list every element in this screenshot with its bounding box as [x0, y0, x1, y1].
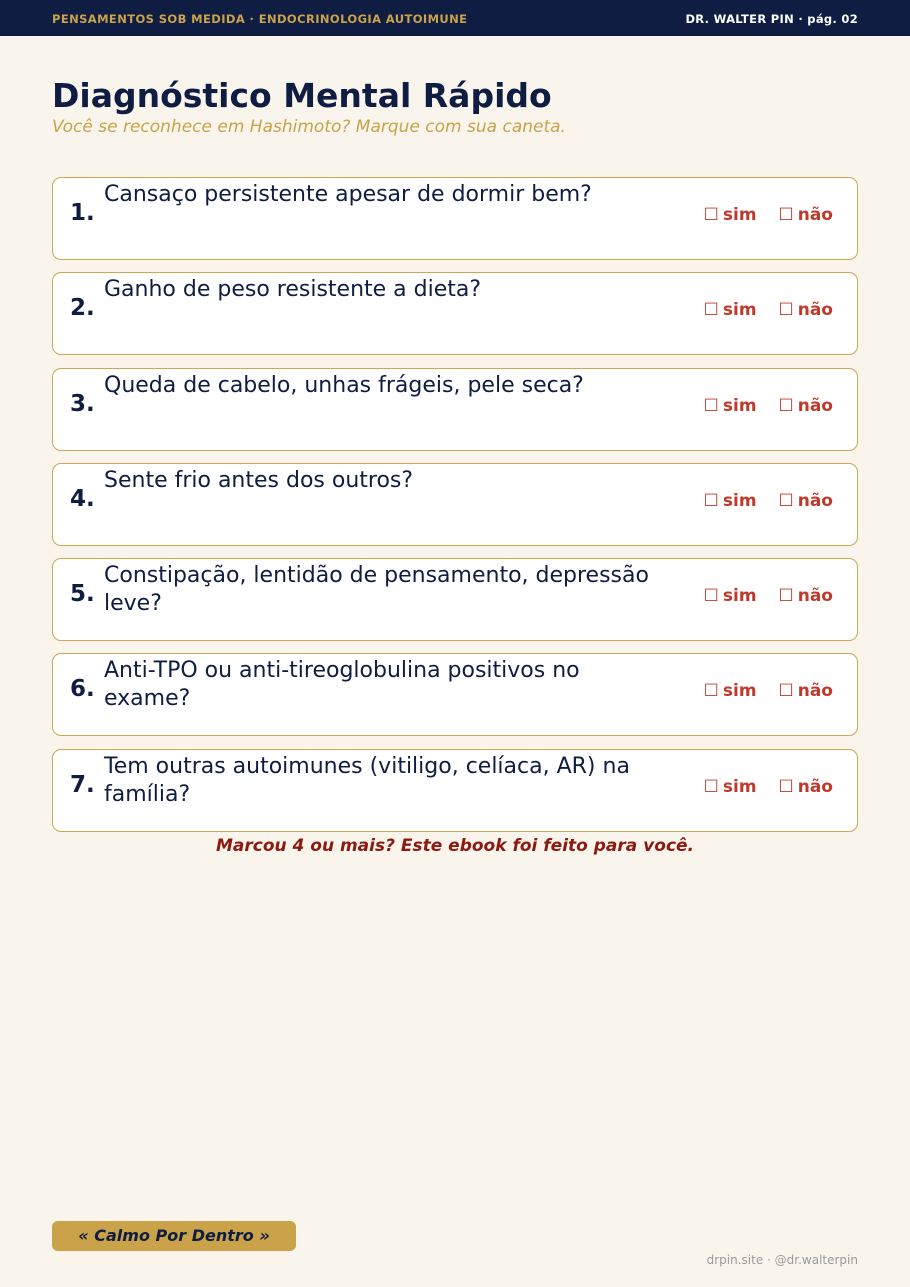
question-number: 6.	[70, 676, 95, 703]
question-card	[52, 558, 858, 641]
yes-checkbox[interactable]	[704, 491, 757, 511]
question-number: 4.	[70, 485, 95, 512]
question-number: 5.	[70, 581, 95, 608]
yes-checkbox[interactable]	[704, 300, 757, 320]
answer-options	[688, 586, 833, 606]
yes-checkbox[interactable]	[704, 586, 757, 606]
yes-label: sim	[722, 586, 757, 607]
no-label: não	[797, 490, 833, 511]
question-card	[52, 653, 858, 736]
question-card	[52, 368, 858, 451]
answer-options	[688, 396, 833, 416]
checkbox-icon: ☐	[703, 776, 719, 797]
question-number: 3.	[70, 390, 95, 417]
answer-options	[688, 491, 833, 511]
question-card	[52, 272, 858, 355]
question-list	[52, 177, 858, 844]
no-label: não	[797, 205, 833, 225]
checkbox-icon: ☐	[778, 681, 794, 702]
yes-checkbox[interactable]	[704, 396, 757, 416]
checkbox-icon: ☐	[703, 586, 719, 607]
checkbox-icon: ☐	[778, 300, 794, 321]
no-checkbox[interactable]	[778, 491, 833, 511]
checkbox-icon: ☐	[778, 395, 794, 416]
page-subtitle: Você se reconhece em Hashimoto? Marque com sua caneta.	[52, 117, 566, 137]
checkbox-icon: ☐	[703, 681, 719, 702]
footer-links: drpin.site · @dr.walterpin	[706, 1253, 858, 1267]
answer-options	[688, 681, 833, 701]
answer-options	[688, 777, 833, 797]
question-text: Constipação, lentidão de pensamento, depressão leve?	[104, 563, 649, 617]
no-label: não	[797, 776, 833, 797]
page-title: Diagnóstico Mental Rápido	[52, 76, 552, 115]
question-text: Sente frio antes dos outros?	[104, 467, 414, 493]
yes-label: sim	[722, 490, 757, 511]
answer-options	[688, 205, 833, 225]
result-callout: Marcou 4 ou mais? Este ebook foi feito para você.	[215, 836, 695, 856]
no-checkbox[interactable]	[778, 586, 833, 606]
no-label: não	[797, 586, 833, 607]
question-text: Ganho de peso resistente a dieta?	[104, 277, 482, 303]
question-text: Tem outras autoimunes (vitiligo, celíaca, AR) na família?	[104, 753, 630, 807]
yes-checkbox[interactable]	[704, 681, 757, 701]
no-label: não	[797, 300, 833, 321]
yes-label: sim	[722, 300, 757, 321]
checkbox-icon: ☐	[703, 395, 719, 416]
no-label: não	[797, 681, 833, 702]
yes-label: sim	[722, 395, 757, 416]
yes-checkbox[interactable]	[704, 777, 757, 797]
question-number: 7.	[70, 771, 95, 798]
question-text: Cansaço persistente apesar de dormir bem?	[104, 182, 592, 207]
checkbox-icon: ☐	[778, 586, 794, 607]
question-card	[52, 177, 858, 260]
no-checkbox[interactable]	[778, 777, 833, 797]
question-text: Anti-TPO ou anti-tireoglobulina positivos no exame?	[104, 658, 580, 712]
yes-label: sim	[722, 205, 757, 225]
header-author-page: DR. WALTER PIN · pág. 02	[685, 12, 858, 26]
question-number: 2.	[70, 295, 95, 322]
question-card	[52, 749, 858, 832]
yes-label: sim	[722, 776, 757, 797]
checkbox-icon: ☐	[778, 490, 794, 511]
ebook-badge: « Calmo Por Dentro »	[52, 1221, 296, 1251]
checkbox-icon: ☐	[703, 205, 719, 225]
question-card	[52, 463, 858, 546]
checkbox-icon: ☐	[703, 300, 719, 321]
yes-label: sim	[722, 681, 757, 702]
question-text: Queda de cabelo, unhas frágeis, pele seca?	[104, 372, 584, 398]
checkbox-icon: ☐	[703, 490, 719, 511]
yes-checkbox[interactable]	[704, 205, 757, 225]
no-checkbox[interactable]	[778, 396, 833, 416]
checkbox-icon: ☐	[778, 205, 794, 225]
checkbox-icon: ☐	[778, 776, 794, 797]
header-series: PENSAMENTOS SOB MEDIDA · ENDOCRINOLOGIA AUTOIMUNE	[52, 12, 468, 26]
no-checkbox[interactable]	[778, 300, 833, 320]
no-label: não	[797, 395, 833, 416]
no-checkbox[interactable]	[778, 681, 833, 701]
no-checkbox[interactable]	[778, 205, 833, 225]
question-number: 1.	[70, 200, 95, 226]
answer-options	[688, 300, 833, 320]
top-bar	[0, 0, 910, 36]
